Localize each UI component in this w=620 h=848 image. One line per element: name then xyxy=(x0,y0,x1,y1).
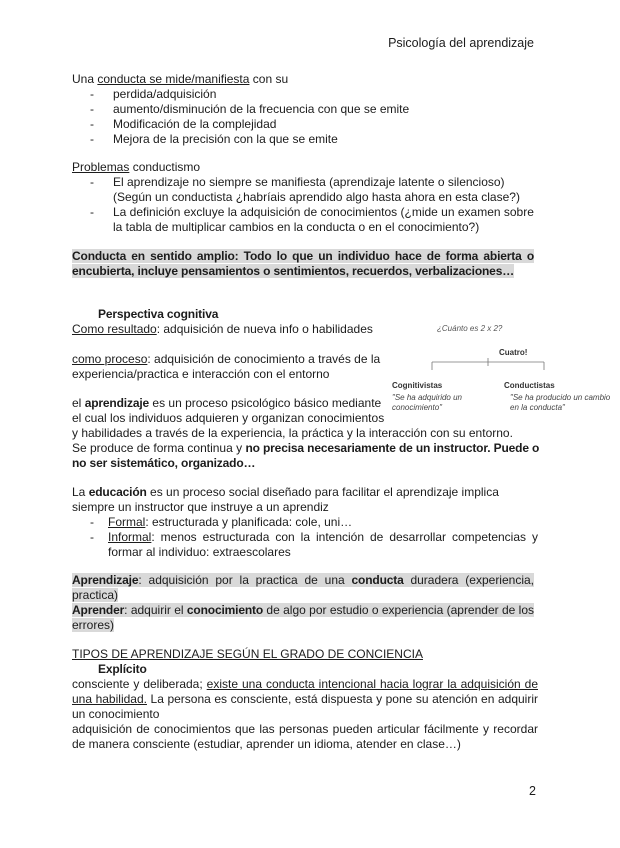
explicito-body: consciente y deliberada; existe una conducta intencional hacia lograr la adquisición de una habilidad. La persona es consciente, está dispuesta y pone su atención en adquirir un conocimiento adquisición de conocimientos que las personas pueden articular fácilmente y recordar de manera consciente (estudiar, aprender un idioma, atender en clase…) xyxy=(72,677,539,751)
aprendizaje-definition: el aprendizaje es un proceso psicológico básico mediante el cual los individuos adquieren y organizan conocimientos y habilidades a través de la experiencia, la práctica y la interacción con su entorno. Se produce de forma continua y no precisa necesariamente de un instructor. Puede o no ser sistemático, organizado… xyxy=(72,396,540,470)
page-header: Psicología del aprendizaje xyxy=(388,36,534,50)
diagram-right-text: "Se ha producido un cambio en la conducta" xyxy=(510,393,611,412)
list-item: - perdida/adquisición xyxy=(90,87,536,102)
proceso-block: como proceso: adquisición de conocimiento a través de la experiencia/practica e interacción con el entorno xyxy=(72,352,381,381)
conducta-section xyxy=(72,72,536,147)
list-item: - La definición excluye la adquisición de conocimientos (¿mide un examen sobre la tabla de multiplicar cambios en la conducta o en el conocimiento?) xyxy=(90,205,536,235)
list-item: - Modificación de la complejidad xyxy=(90,117,536,132)
list-item: - El aprendizaje no siempre se manifiesta (aprendizaje latente o silencioso) (Según un conductista ¿habríais aprendido algo hasta ahora en esta clase?) xyxy=(90,175,536,205)
list-item: - Mejora de la precisión con la que se emite xyxy=(90,132,536,147)
conducta-link: conducta se mide/manifiesta xyxy=(97,72,250,86)
conducta-amplio-block xyxy=(72,249,534,279)
conducta-intro: Una conducta se mide/manifiesta con su xyxy=(72,72,289,86)
educacion-section: La educación es un proceso social diseñado para facilitar el aprendizaje implica siempre un instructor que instruye a un aprendiz - Formal: estructurada y planificada: cole, uni… - Informal: menos estructurada con la intención de desarrollar competencias y formar al individuo: extraescolares xyxy=(72,485,538,560)
resultado-line: Como resultado: adquisición de nueva info o habilidades xyxy=(72,322,373,336)
diagram-answer: Cuatro! xyxy=(499,348,528,357)
list-item: - Formal: estructurada y planificada: cole, uni… xyxy=(90,515,538,530)
tipos-heading: TIPOS DE APRENDIZAJE SEGÚN EL GRADO DE CONCIENCIA xyxy=(72,647,423,661)
problemas-title: Problemas conductismo xyxy=(72,160,201,174)
problemas-section xyxy=(72,160,536,235)
page-number: 2 xyxy=(529,784,536,798)
diagram-question: ¿Cuánto es 2 x 2? xyxy=(437,324,503,333)
perspectiva-heading: Perspectiva cognitiva xyxy=(98,307,219,321)
diagram-left-text: "Se ha adquirido un conocimiento" xyxy=(392,393,463,412)
explicito-heading: Explícito xyxy=(98,662,147,676)
conducta-amplio: Conducta en sentido amplio: Todo lo que un individuo hace de forma abierta o encubierta, incluye pensamientos o sentimientos, recuerdos, verbalizaciones… xyxy=(72,249,534,278)
definiciones-section xyxy=(72,573,534,633)
cognitive-vs-behavioral-diagram xyxy=(392,318,612,418)
aprender-def: Aprender: adquirir el conocimiento de algo por estudio o experiencia (aprender de los errores) xyxy=(72,603,534,632)
list-item: - Informal: menos estructurada con la intención de desarrollar competencias y formar al individuo: extraescolares xyxy=(90,530,538,560)
diagram-left-label: Cognitivistas xyxy=(392,381,443,390)
list-item: - aumento/disminución de la frecuencia con que se emite xyxy=(90,102,536,117)
aprendizaje-def: Aprendizaje: adquisición por la practica de una conducta duradera (experiencia, practica) xyxy=(72,573,534,602)
diagram-right-label: Conductistas xyxy=(504,381,555,390)
